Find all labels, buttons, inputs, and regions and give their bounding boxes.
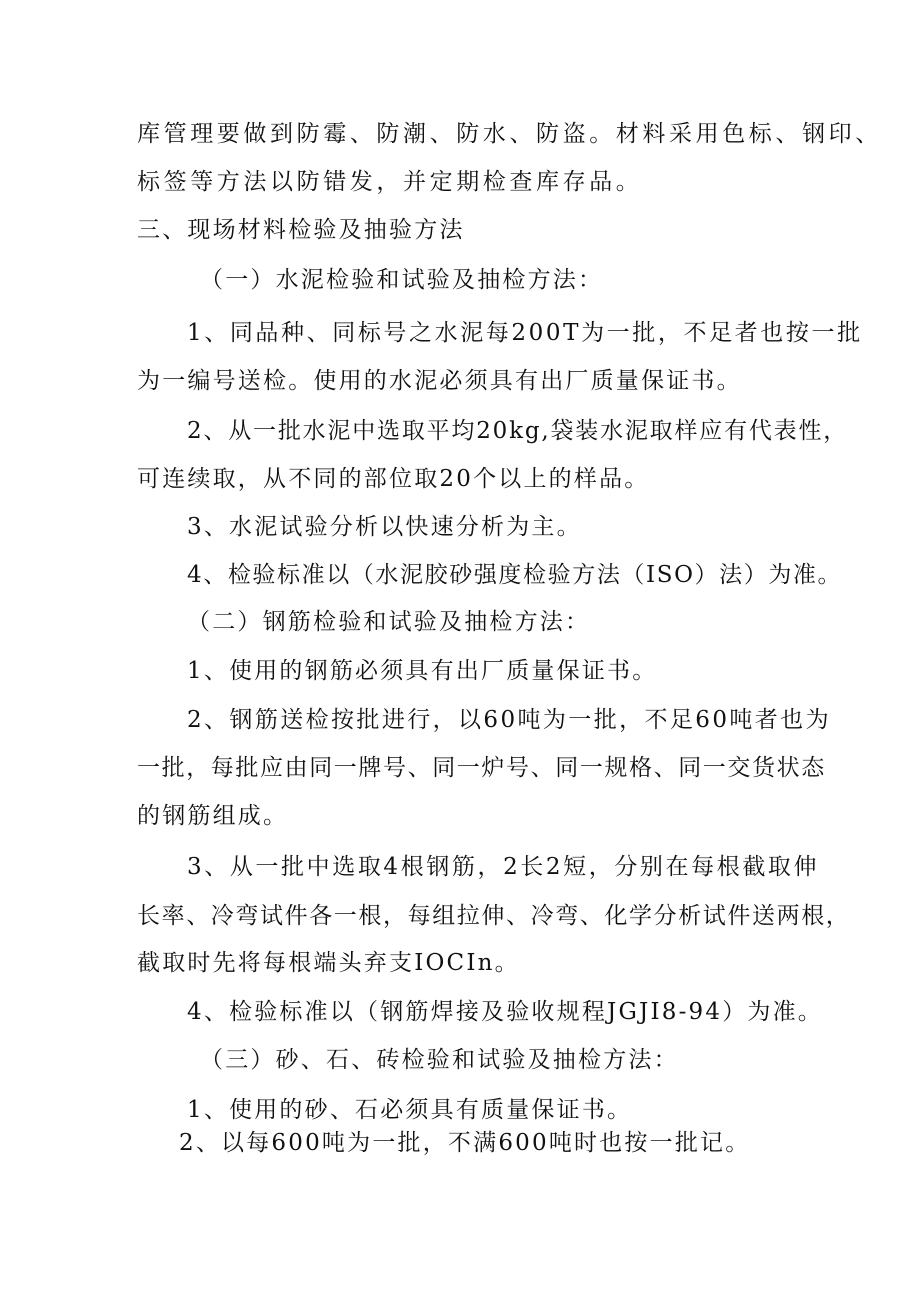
text-line: 3、从一批中选取4根钢筋，2长2短，分别在每根截取伸 [187, 854, 820, 880]
text-line: 2、从一批水泥中选取平均20kg,袋装水泥取样应有代表性， [187, 418, 849, 444]
text-line: 长率、冷弯试件各一根，每组拉伸、冷弯、化学分析试件送两根， [137, 903, 851, 929]
text-line: 2、钢筋送检按批进行，以60吨为一批，不足60吨者也为 [187, 707, 831, 733]
text-line: 2、以每600吨为一批，不满600吨时也按一批记。 [179, 1130, 751, 1156]
text-line: 一批，每批应由同一牌号、同一炉号、同一规格、同一交货状态 [137, 755, 826, 781]
subsection-heading: （一）水泥检验和试验及抽检方法： [200, 267, 604, 293]
text-line: 1、使用的钢筋必须具有出厂质量保证书。 [187, 658, 658, 684]
text-line: 的钢筋组成。 [137, 803, 289, 829]
text-line: 1、使用的砂、石必须具有质量保证书。 [187, 1097, 633, 1123]
subsection-heading: （二）钢筋检验和试验及抽检方法： [187, 609, 591, 635]
text-line: 可连续取，从不同的部位取20个以上的样品。 [137, 466, 650, 492]
section-heading: 三、现场材料检验及抽验方法 [137, 217, 465, 243]
text-line: 3、水泥试验分析以快速分析为主。 [187, 514, 582, 540]
text-line: 为一编号送检。使用的水泥必须具有出厂质量保证书。 [137, 368, 742, 394]
text-line: 1、同品种、同标号之水泥每200T为一批，不足者也按一批 [187, 320, 863, 346]
text-line: 库管理要做到防霉、防潮、防水、防盗。材料采用色标、钢印、 [137, 121, 882, 147]
subsection-heading: （三）砂、石、砖检验和试验及抽检方法： [200, 1047, 679, 1073]
text-line: 4、检验标准以（水泥胶砂强度检验方法（ISO）法）为准。 [187, 562, 843, 588]
text-line: 截取时先将每根端头弃支IOCIn。 [137, 950, 520, 976]
text-line: 标签等方法以防错发，并定期检查库存品。 [137, 169, 643, 195]
text-line: 4、检验标准以（钢筋焊接及验收规程JGJI8-94）为准。 [187, 999, 824, 1025]
